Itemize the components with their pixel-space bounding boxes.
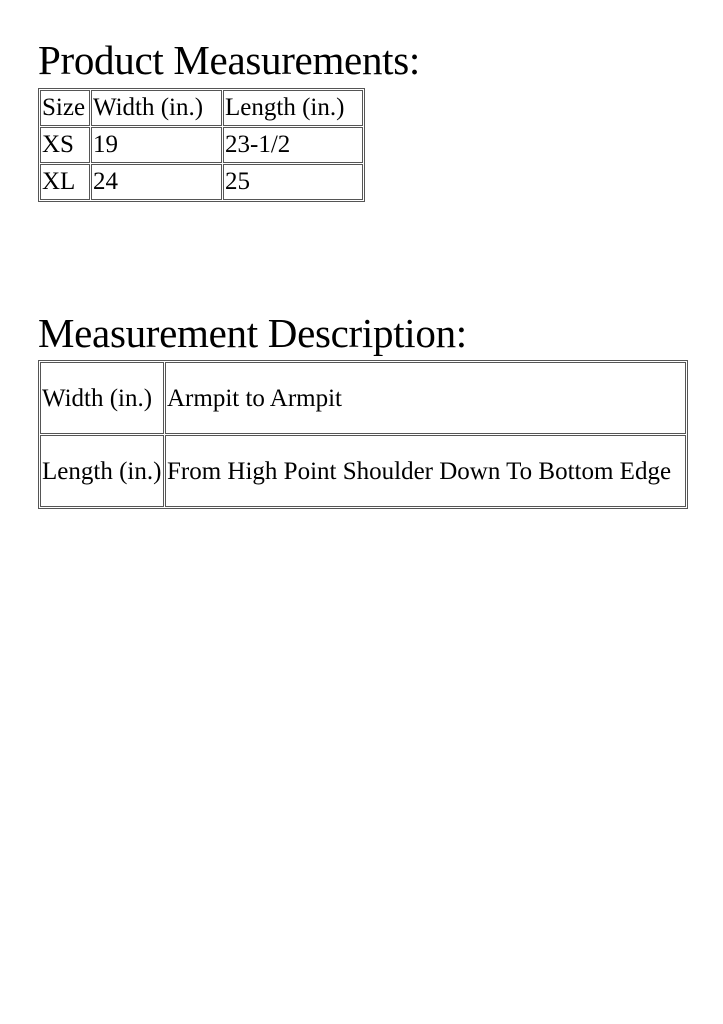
width-cell: 24: [91, 164, 222, 200]
product-measurements-heading: Product Measurements:: [38, 37, 420, 83]
definition-cell: Armpit to Armpit: [165, 362, 686, 434]
measurement-description-heading: Measurement Description:: [38, 310, 467, 356]
table-row: [40, 164, 363, 200]
size-cell: XS: [40, 127, 90, 163]
term-cell: Length (in.): [40, 435, 164, 507]
definition-cell: From High Point Shoulder Down To Bottom Edge: [165, 435, 686, 507]
header-cell-size: Size: [40, 90, 90, 126]
size-cell: XL: [40, 164, 90, 200]
term-cell: Width (in.): [40, 362, 164, 434]
table-header-row: [40, 90, 363, 126]
measurement-description-table: [38, 360, 688, 509]
table-row: [40, 127, 363, 163]
length-cell: 23-1/2: [223, 127, 363, 163]
width-cell: 19: [91, 127, 222, 163]
table-row: [40, 362, 686, 434]
product-measurements-table: [38, 88, 365, 202]
length-cell: 25: [223, 164, 363, 200]
header-cell-width: Width (in.): [91, 90, 222, 126]
header-cell-length: Length (in.): [223, 90, 363, 126]
table-row: [40, 435, 686, 507]
